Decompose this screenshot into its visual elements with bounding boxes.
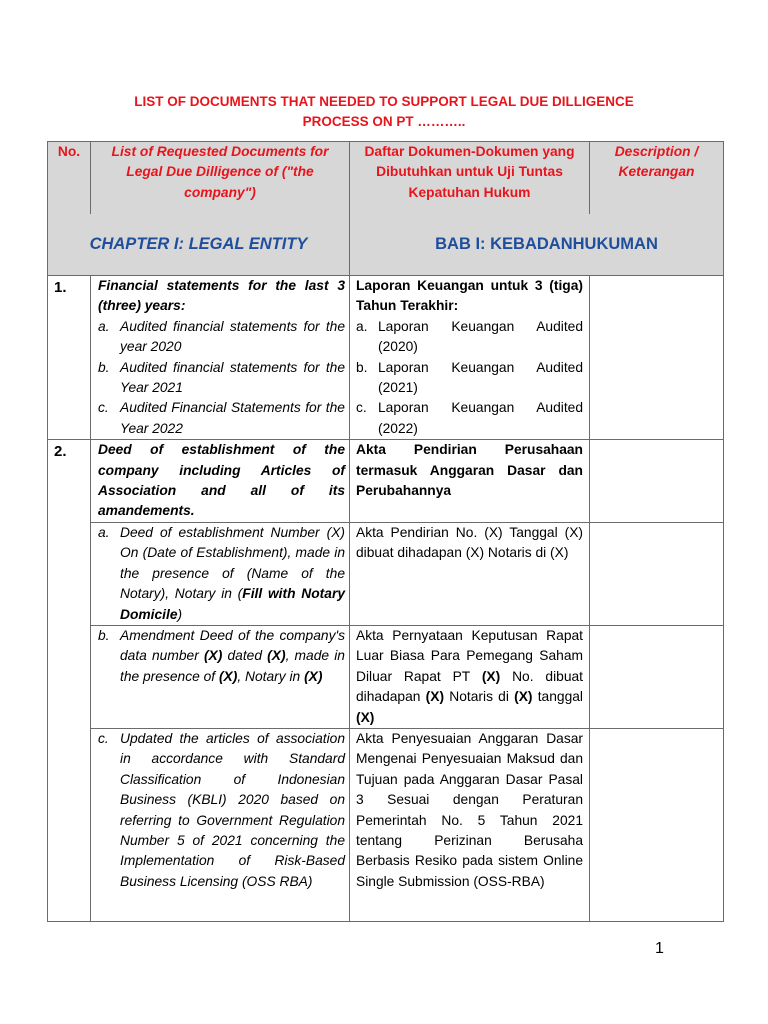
row-title-en: Financial statements for the last 3 (three) years: — [98, 278, 345, 314]
title-line-2: PROCESS ON PT ……….. — [302, 114, 466, 129]
header-description: Description / Keterangan — [614, 144, 699, 180]
title-line-1: LIST OF DOCUMENTS THAT NEEDED TO SUPPORT LEGAL DUE DILLIGENCE — [134, 94, 634, 109]
table-row — [48, 276, 724, 440]
description-cell — [590, 276, 724, 440]
page-number: 1 — [655, 940, 664, 957]
row-text-id: Akta Pendirian No. (X) Tanggal (X) dibuat dihadapan (X) Notaris di (X) — [356, 524, 583, 561]
table-row — [48, 625, 724, 728]
description-cell — [590, 522, 724, 625]
chapter-title-id: BAB I: KEBADANHUKUMAN — [435, 235, 658, 254]
row-title-en: Deed of establishment of the company including Articles of Association and all of its amandements. — [98, 442, 345, 519]
row-title-id: Akta Pendirian Perusahaan termasuk Anggaran Dasar dan Perubahannya — [356, 442, 583, 499]
list-item: b. Laporan Keuangan Audited (2021) — [356, 359, 583, 396]
list-item: c. Updated the articles of association in accordance with Standard Classification of Indonesian Business (KBLI) 2020 based on referring to Government Regulation Number 5 of 2021 concerning the Implementation of Risk-Based Business Licensing (OSS RBA) — [98, 730, 345, 889]
description-cell — [590, 625, 724, 728]
chapter-row — [48, 214, 724, 276]
header-no: No. — [57, 144, 81, 159]
list-item: a. Deed of establishment Number (X) On (Date of Establishment), made in the presence of (Name of the Notary), Notary in (Fill with Notary Domicile) — [98, 524, 345, 622]
description-cell — [590, 728, 724, 921]
list-item: b. Audited financial statements for the Year 2021 — [98, 359, 345, 396]
list-item: c. Laporan Keuangan Audited (2022) — [356, 400, 583, 436]
row-number: 1. — [54, 279, 67, 296]
description-cell — [590, 440, 724, 523]
documents-table — [47, 141, 724, 922]
list-item: a. Laporan Keuangan Audited (2020) — [356, 318, 583, 355]
row-text-id: Akta Penyesuaian Anggaran Dasar Mengenai Penyesuaian Maksud dan Tujuan pada Anggaran Dasar Pasal 3 Sesuai dengan Peraturan Pemerintah No. 5 Tahun 2021 tentang Perizinan Berusaha Berbasis Resiko pada sistem Online Single Submission (OSS-RBA) — [356, 730, 583, 889]
row-title-id: Laporan Keuangan untuk 3 (tiga) Tahun Terakhir: — [356, 278, 583, 314]
document-title — [0, 92, 768, 132]
list-item: c. Audited Financial Statements for the Year 2022 — [98, 400, 345, 436]
table-row — [48, 728, 724, 921]
table-row — [48, 522, 724, 625]
table-row — [48, 440, 724, 523]
row-number: 2. — [54, 443, 67, 461]
list-item: a. Audited financial statements for the year 2020 — [98, 318, 345, 355]
chapter-title-en: CHAPTER I: LEGAL ENTITY — [89, 235, 308, 254]
header-id: Daftar Dokumen-Dokumen yang Dibutuhkan untuk Uji Tuntas Kepatuhan Hukum — [364, 144, 575, 200]
row-text-id: Akta Pernyataan Keputusan Rapat Luar Biasa Para Pemegang Saham Diluar Rapat PT (X) No. dibuat dihadapan (X) Notaris di (X) tanggal (X) — [356, 627, 583, 725]
header-en: List of Requested Documents for Legal Due Dilligence of ("the company") — [111, 144, 329, 200]
header-row — [48, 142, 724, 215]
list-item: b. Amendment Deed of the company's data number (X) dated (X), made in the presence of (X), Notary in (X) — [98, 627, 345, 684]
